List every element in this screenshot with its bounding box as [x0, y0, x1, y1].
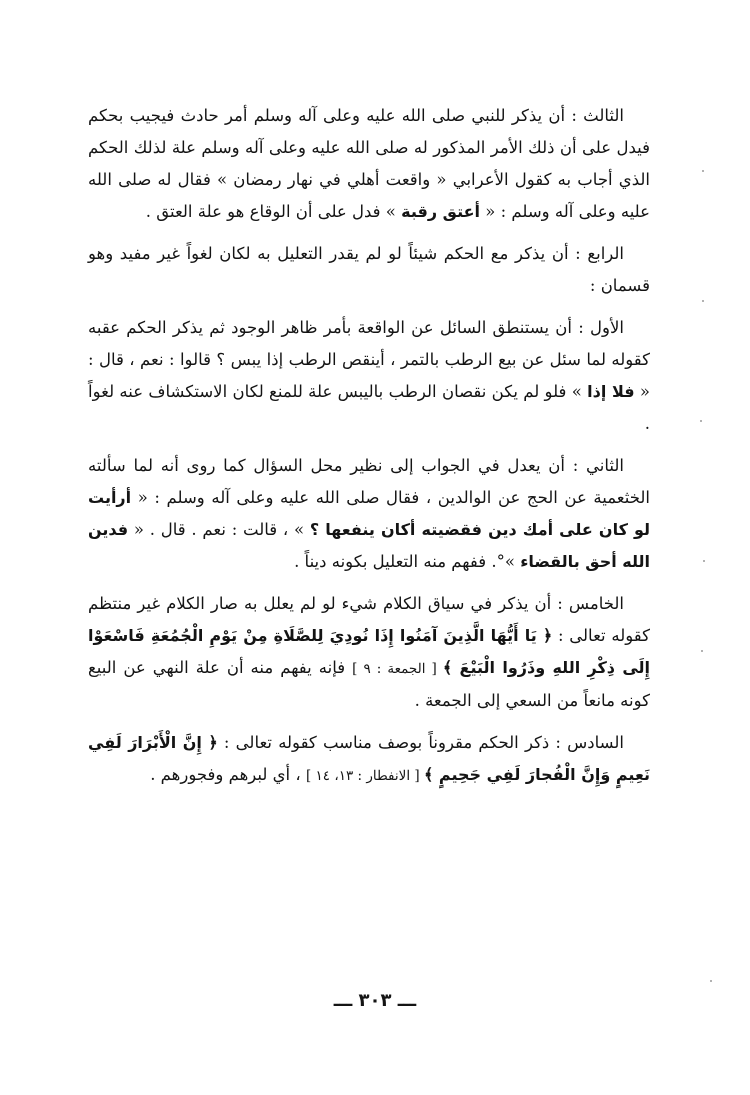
paragraph-third [88, 100, 650, 228]
hadith-quote: أعتق رقبة [401, 202, 481, 221]
verse-reference: [ الانفطار : ١٣، ١٤ ] [305, 768, 424, 784]
paragraph-text: السادس : ذكر الحكم مقروناً بوصف مناسب كقوله تعالى : [217, 733, 624, 752]
paragraph-text: » فدل على أن الوقاع هو علة العتق . [145, 202, 402, 221]
scan-speck [703, 560, 705, 562]
paragraph-text: الخامس : أن يذكر في سياق الكلام شيء لو لم يعلل به صار الكلام غير منتظم كقوله تعالى : [88, 594, 650, 645]
paragraph-text: فإنه يفهم منه أن علة النهي عن البيع كونه مانعاً من السعي إلى الجمعة . [88, 658, 650, 710]
scan-speck [710, 980, 712, 982]
paragraph-text: » ، قالت : نعم . قال . « [128, 520, 310, 539]
paragraph-fifth [88, 588, 650, 717]
paragraph-text: الرابع : أن يذكر مع الحكم شيئاً لو لم يقدر التعليل به لكان لغواً غير مفيد وهو قسمان : [88, 244, 650, 295]
paragraph-text: الثالث : أن يذكر للنبي صلى الله عليه وعلى آله وسلم أمر حادث فيجيب بحكم فيدل على أن ذلك الأمر المذكور له صلى الله عليه وعلى آله وسلم علة لذلك الحكم الذي أجاب به كقول الأعرابي « واقعت أهلي في نهار رمضان » فقال له صلى الله عليه وعلى آله وسلم : « [88, 106, 650, 221]
paragraph-sixth [88, 727, 650, 792]
page-number: ـــ ٣٠٣ ـــ [333, 990, 417, 1011]
paragraph-fourth-first [88, 312, 650, 440]
paragraph-text: » فلو لم يكن نقصان الرطب باليبس علة للمنع لكان الاستكشاف عنه لغواً . [88, 382, 650, 433]
quran-verse: ﴿ يَا أَيُّهَا الَّذِينَ آمَنُوا إِذَا نُودِيَ لِلصَّلَاةِ مِنْ يَوْمِ الْجُمُعَةِ فَاسْعَوْا إِلَى ذِكْرِ اللهِ وذَرُوا الْبَيْعَ ﴾ [88, 626, 651, 677]
paragraph-fourth [88, 238, 650, 302]
scan-speck [702, 170, 704, 172]
paragraph-text: الأول : أن يستنطق السائل عن الواقعة بأمر ظاهر الوجود ثم يذكر الحكم عقبه كقوله لما سئل عن بيع الرطب بالتمر ، أينقص الرطب إذا يبس ؟ قالوا : نعم ، قال : « [88, 318, 651, 401]
verse-reference: [ الجمعة : ٩ ] [352, 661, 443, 677]
scan-speck [702, 300, 704, 302]
quran-verse: ﴿ إِنَّ الْأَبْرَارَ لَفِي نَعِيمٍ وَإِنَّ الْفُجارَ لَفِي جَحِيمٍ ﴾ [88, 733, 650, 784]
paragraph-fourth-second [88, 450, 650, 578]
paragraph-text: الثاني : أن يعدل في الجواب إلى نظير محل السؤال كما روى أنه لما سألته الخثعمية عن الحج عن الوالدين ، فقال صلى الله عليه وعلى آله وسلم : « [88, 456, 650, 507]
paragraph-text: ، أي لبرهم وفجورهم . [150, 765, 306, 784]
scan-speck [701, 650, 703, 652]
hadith-quote: فلا إذا [587, 382, 635, 401]
scan-speck [700, 420, 702, 422]
page-body [88, 100, 650, 802]
hadith-quote: فدين الله أحق بالقضاء [88, 520, 650, 571]
hadith-quote: أرأيت لو كان على أمك دين فقضيته أكان ينفعها ؟ [88, 488, 651, 539]
paragraph-text: »°. ففهم منه التعليل بكونه ديناً . [294, 552, 521, 571]
